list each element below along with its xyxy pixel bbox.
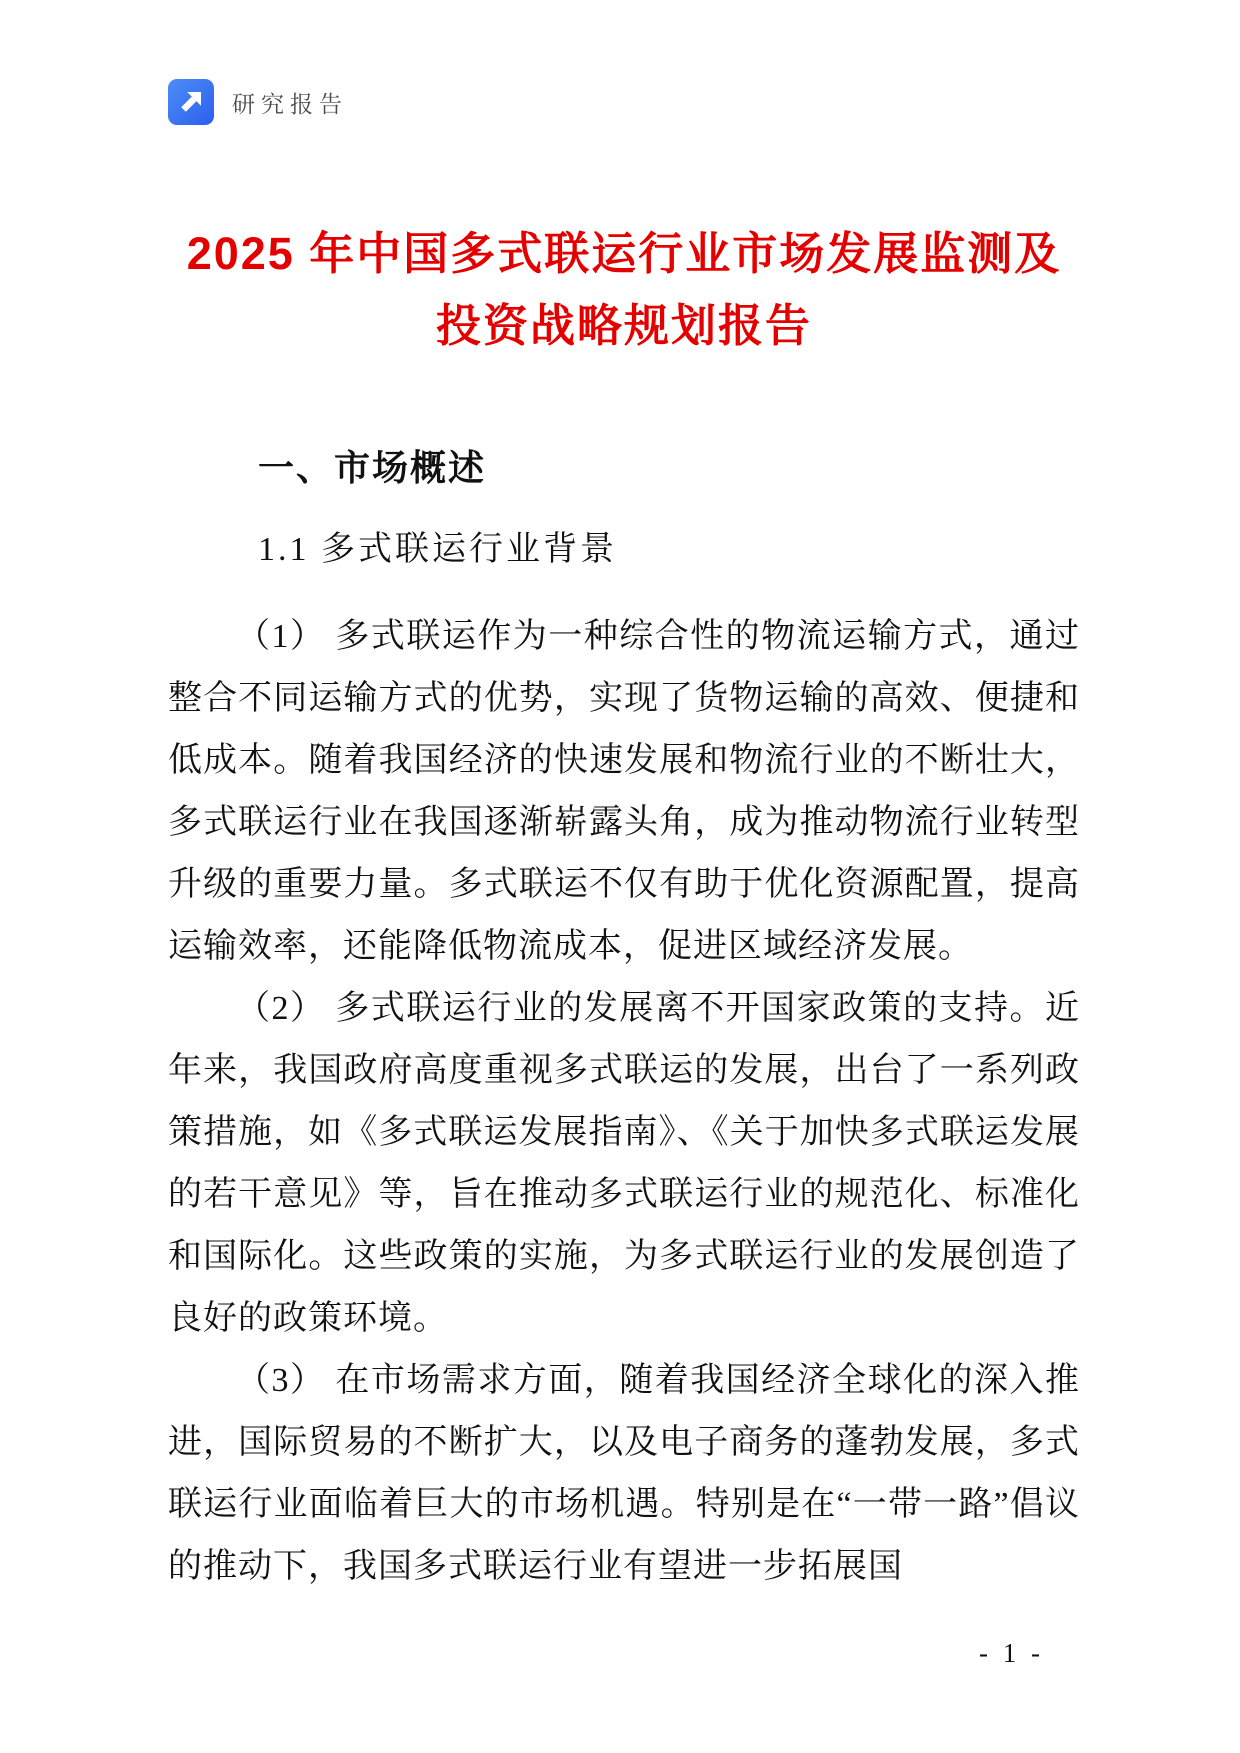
brand-label: 研究报告 bbox=[232, 91, 348, 117]
brand-header bbox=[168, 78, 1080, 126]
logo bbox=[168, 79, 214, 125]
page-number: - 1 - bbox=[979, 1638, 1044, 1668]
report-title-line2: 投资战略规划报告 bbox=[435, 300, 812, 351]
report-title-line1: 2025 年中国多式联运行业市场发展监测及 bbox=[186, 228, 1062, 279]
arrow-up-right-icon bbox=[176, 87, 206, 117]
section-heading: 一、市场概述 bbox=[258, 447, 487, 488]
paragraph-1: （1） 多式联运作为一种综合性的物流运输方式，通过整合不同运输方式的优势，实现了货物运输的高效、便捷和低成本。随着我国经济的快速发展和物流行业的不断壮大，多式联运行业在我国逐渐崭露头角，成为推动物流行业转型升级的重要力量。多式联运不仅有助于优化资源配置，提高运输效率，还能降低物流成本，促进区域经济发展。 bbox=[168, 618, 1080, 965]
paragraph-3: （3） 在市场需求方面，随着我国经济全球化的深入推进，国际贸易的不断扩大，以及电子商务的蓬勃发展，多式联运行业面临着巨大的市场机遇。特别是在“一带一路”倡议的推动下，我国多式联运行业有望进一步拓展国 bbox=[168, 1362, 1080, 1585]
report-title bbox=[168, 218, 1080, 362]
subsection-heading: 1.1 多式联运行业背景 bbox=[258, 531, 617, 568]
paragraph-2: （2） 多式联运行业的发展离不开国家政策的支持。近年来，我国政府高度重视多式联运的发展，出台了一系列政策措施，如《多式联运发展指南》、《关于加快多式联运发展的若干意见》等，旨在推动多式联运行业的规范化、标准化和国际化。这些政策的实施，为多式联运行业的发展创造了良好的政策环境。 bbox=[168, 990, 1080, 1337]
body-text bbox=[168, 606, 1080, 1598]
